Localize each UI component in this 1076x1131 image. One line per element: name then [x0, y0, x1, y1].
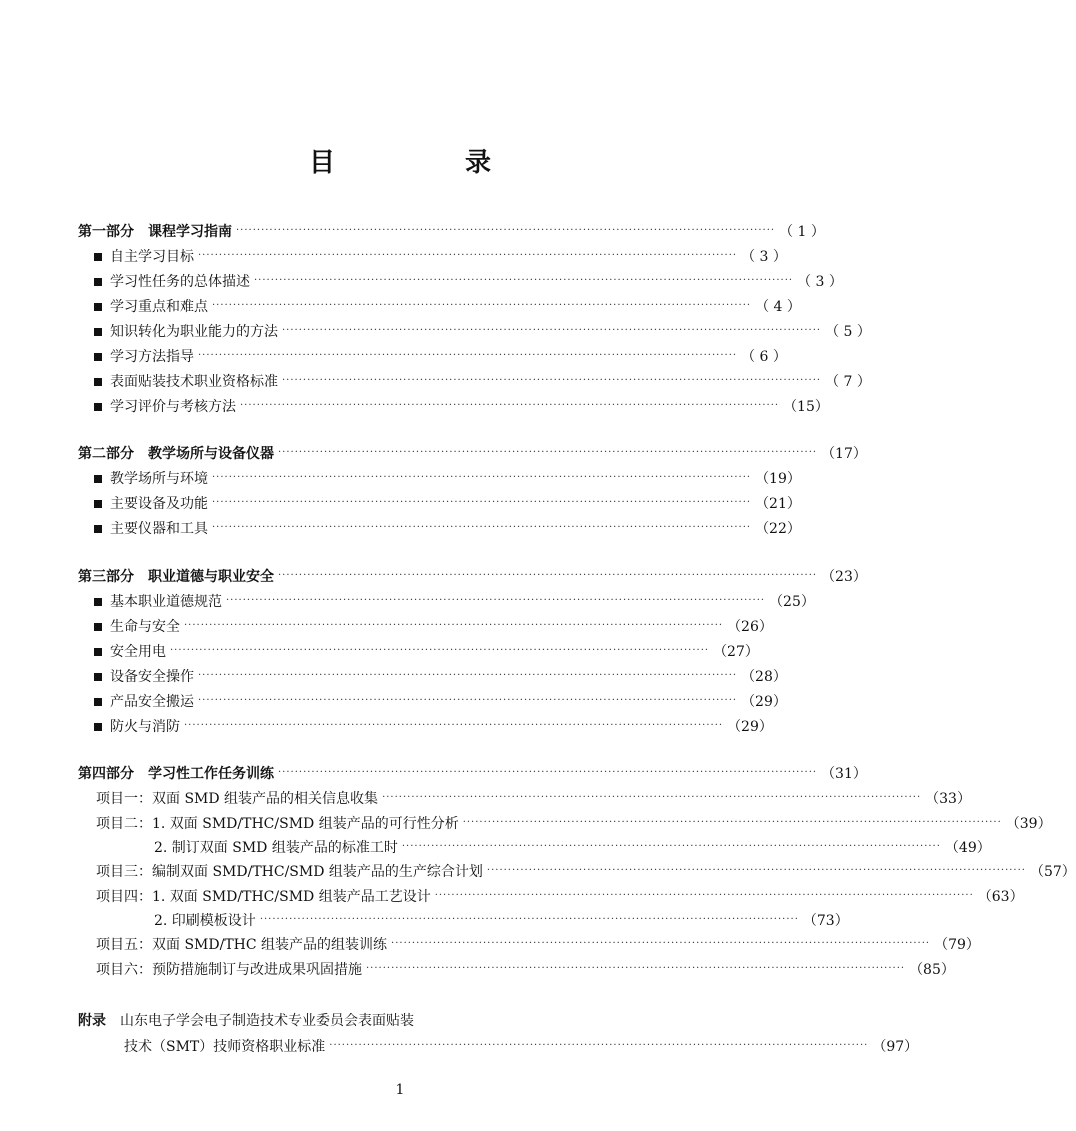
leader-dots: ································································································································· — [170, 645, 710, 656]
leader-dots: ································································································································· — [278, 570, 818, 581]
page-ref: （29） — [741, 694, 787, 710]
leader-dots: ································································································································· — [212, 472, 752, 483]
leader-dots: ································································································································· — [240, 400, 780, 411]
toc-project[interactable] — [96, 885, 1024, 907]
item-label: 学习重点和难点 — [110, 299, 208, 315]
appendix-entry[interactable] — [124, 1035, 919, 1057]
toc-item[interactable] — [78, 590, 815, 612]
project-label: 项目一：双面 SMD 组装产品的相关信息收集 — [96, 791, 379, 807]
page-ref: （63） — [977, 889, 1024, 905]
project-label: 2. 制订双面 SMD 组装产品的标准工时 — [154, 840, 398, 856]
leader-dots: ································································································································· — [282, 325, 822, 336]
leader-dots: ································································································································· — [382, 792, 922, 803]
leader-dots: ································································································································· — [259, 914, 799, 925]
bullet-square-icon — [94, 278, 102, 286]
appendix-line2: 技术（SMT）技师资格职业标准 — [124, 1039, 326, 1055]
page-ref: （29） — [727, 719, 773, 735]
page-ref: （17） — [821, 446, 867, 462]
leader-dots: ································································································································· — [212, 522, 752, 533]
page-ref: （ 5 ） — [825, 324, 871, 340]
bullet-square-icon — [94, 378, 102, 386]
toc-item[interactable] — [78, 345, 787, 367]
page-ref: （22） — [755, 521, 801, 537]
toc-item[interactable] — [78, 270, 843, 292]
toc-item[interactable] — [78, 245, 787, 267]
leader-dots: ································································································································· — [282, 375, 822, 386]
toc-item[interactable] — [78, 665, 787, 687]
item-label: 主要仪器和工具 — [110, 521, 208, 537]
toc-item[interactable] — [78, 295, 801, 317]
item-label: 产品安全搬运 — [110, 694, 194, 710]
bullet-square-icon — [94, 403, 102, 411]
project-label: 项目六：预防措施制订与改进成果巩固措施 — [96, 962, 362, 978]
leader-dots: ································································································································· — [198, 670, 738, 681]
leader-dots: ································································································································· — [434, 890, 974, 901]
leader-dots: ································································································································· — [366, 963, 906, 974]
page-ref: （85） — [909, 962, 955, 978]
leader-dots: ································································································································· — [278, 767, 818, 778]
bullet-square-icon — [94, 328, 102, 336]
page-ref: （31） — [821, 766, 867, 782]
page-number: 1 — [395, 1082, 405, 1098]
toc-project[interactable] — [96, 958, 955, 980]
bullet-square-icon — [94, 303, 102, 311]
page-ref: （ 4 ） — [755, 299, 801, 315]
toc-subproject[interactable] — [154, 909, 849, 931]
page-ref: （79） — [934, 937, 980, 953]
toc-item[interactable] — [78, 690, 787, 712]
page-ref: （ 6 ） — [741, 349, 787, 365]
bullet-square-icon — [94, 723, 102, 731]
leader-dots: ································································································································· — [236, 225, 776, 236]
bullet-square-icon — [94, 698, 102, 706]
leader-dots: ································································································································· — [198, 350, 738, 361]
item-label: 主要设备及功能 — [110, 496, 208, 512]
page-ref: （ 3 ） — [741, 249, 787, 265]
toc-item[interactable] — [78, 715, 773, 737]
page-ref: （26） — [727, 619, 773, 635]
page-ref: （28） — [741, 669, 787, 685]
project-label: 项目二：1. 双面 SMD/THC/SMD 组装产品的可行性分析 — [96, 816, 459, 832]
toc-item[interactable] — [78, 492, 801, 514]
bullet-square-icon — [94, 598, 102, 606]
page-ref: （57） — [1029, 864, 1076, 880]
bullet-square-icon — [94, 648, 102, 656]
leader-dots: ································································································································· — [254, 275, 794, 286]
leader-dots: ································································································································· — [329, 1040, 869, 1051]
leader-dots: ································································································································· — [401, 841, 941, 852]
leader-dots: ································································································································· — [212, 497, 752, 508]
toc-part-1[interactable] — [78, 220, 825, 242]
toc-item[interactable] — [78, 517, 801, 539]
part-label: 第三部分 职业道德与职业安全 — [78, 569, 274, 585]
bullet-square-icon — [94, 623, 102, 631]
toc-project[interactable] — [96, 860, 1076, 882]
item-label: 表面贴装技术职业资格标准 — [110, 374, 278, 390]
appendix-label: 附录 — [78, 1013, 106, 1029]
leader-dots: ································································································································· — [184, 620, 724, 631]
toc-project[interactable] — [96, 933, 980, 955]
page-ref: （25） — [769, 594, 815, 610]
page-ref: （27） — [713, 644, 759, 660]
toc-item[interactable] — [78, 320, 871, 342]
project-label: 项目五：双面 SMD/THC 组装产品的组装训练 — [96, 937, 388, 953]
leader-dots: ································································································································· — [212, 300, 752, 311]
project-label: 2. 印刷模板设计 — [154, 913, 256, 929]
page-ref: （19） — [755, 471, 801, 487]
page-ref: （ 7 ） — [825, 374, 871, 390]
page-ref: （73） — [802, 913, 849, 929]
toc-part-2[interactable] — [78, 442, 867, 464]
toc-item[interactable] — [78, 640, 759, 662]
item-label: 知识转化为职业能力的方法 — [110, 324, 278, 340]
leader-dots: ································································································································· — [462, 817, 1002, 828]
page-ref: （15） — [783, 399, 829, 415]
bullet-square-icon — [94, 525, 102, 533]
page-ref: （39） — [1005, 816, 1052, 832]
item-label: 学习评价与考核方法 — [110, 399, 236, 415]
item-label: 设备安全操作 — [110, 669, 194, 685]
part-label: 第一部分 课程学习指南 — [78, 224, 232, 240]
toc-project[interactable] — [96, 812, 1052, 834]
appendix-line1: 山东电子学会电子制造技术专业委员会表面贴装 — [120, 1013, 414, 1029]
leader-dots: ································································································································· — [278, 447, 818, 458]
leader-dots: ································································································································· — [198, 250, 738, 261]
bullet-square-icon — [94, 673, 102, 681]
page-ref: （49） — [944, 840, 991, 856]
page-ref: （ 3 ） — [797, 274, 843, 290]
item-label: 自主学习目标 — [110, 249, 194, 265]
bullet-square-icon — [94, 475, 102, 483]
item-label: 教学场所与环境 — [110, 471, 208, 487]
page-title: 目 录 — [308, 148, 543, 178]
appendix-heading[interactable] — [78, 1010, 414, 1030]
leader-dots: ································································································································· — [198, 695, 738, 706]
leader-dots: ································································································································· — [184, 720, 724, 731]
page-ref: （97） — [872, 1039, 919, 1055]
item-label: 学习性任务的总体描述 — [110, 274, 250, 290]
item-label: 防火与消防 — [110, 719, 180, 735]
page-ref: （21） — [755, 496, 801, 512]
toc-item[interactable] — [78, 467, 801, 489]
toc-project[interactable] — [96, 787, 971, 809]
toc-item[interactable] — [78, 615, 773, 637]
toc-item[interactable] — [78, 395, 829, 417]
page-ref: （23） — [821, 569, 867, 585]
item-label: 生命与安全 — [110, 619, 180, 635]
leader-dots: ································································································································· — [226, 595, 766, 606]
project-label: 项目四：1. 双面 SMD/THC/SMD 组装产品工艺设计 — [96, 889, 431, 905]
bullet-square-icon — [94, 500, 102, 508]
toc-part-4[interactable] — [78, 762, 867, 784]
part-label: 第二部分 教学场所与设备仪器 — [78, 446, 274, 462]
leader-dots: ································································································································· — [391, 938, 931, 949]
toc-subproject[interactable] — [154, 836, 991, 858]
bullet-square-icon — [94, 253, 102, 261]
page-ref: （33） — [925, 791, 971, 807]
page-ref: （ 1 ） — [779, 224, 825, 240]
item-label: 学习方法指导 — [110, 349, 194, 365]
toc-item[interactable] — [78, 370, 871, 392]
bullet-square-icon — [94, 353, 102, 361]
toc-part-3[interactable] — [78, 565, 867, 587]
leader-dots: ································································································································· — [486, 865, 1026, 876]
project-label: 项目三：编制双面 SMD/THC/SMD 组装产品的生产综合计划 — [96, 864, 483, 880]
item-label: 安全用电 — [110, 644, 166, 660]
item-label: 基本职业道德规范 — [110, 594, 222, 610]
part-label: 第四部分 学习性工作任务训练 — [78, 766, 274, 782]
